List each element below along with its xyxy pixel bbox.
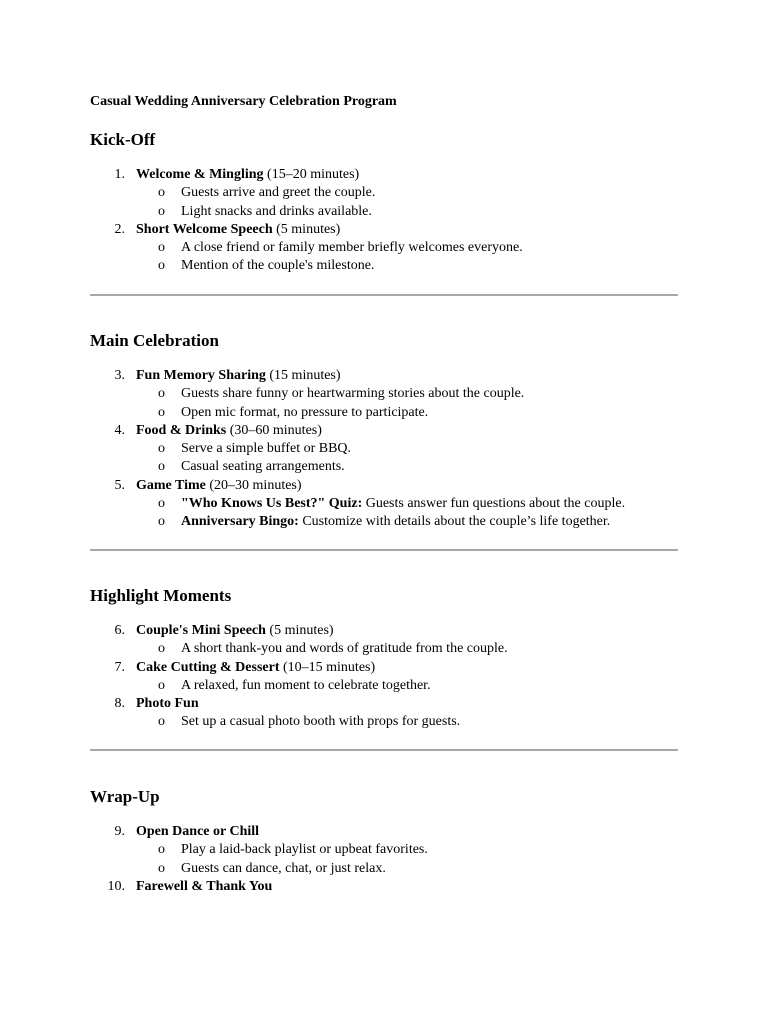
list-item-line [0,221,768,239]
list-item [0,477,768,532]
bullet-icon: o [158,441,165,457]
sub-list-item-text [181,677,431,695]
sub-list-item-text [181,841,428,859]
sub-list-item [0,495,768,513]
sub-list-item [0,239,768,257]
sub-list-item-body: Customize with details about the couple’s life together. [298,514,611,530]
list-item-text [136,367,341,385]
bullet-icon: o [158,459,165,475]
bullet-icon: o [158,203,165,219]
sub-list-item [0,677,768,695]
numbered-list [0,166,768,276]
sub-list-item-text [181,440,351,458]
list-item-number: 9. [114,824,125,839]
sub-list-item-body: A relaxed, fun moment to celebrate together. [181,677,431,693]
list-item-number: 8. [114,696,125,712]
list-item-text [136,659,375,677]
list-item-text [136,622,334,640]
list-item-duration: (5 minutes) [272,221,341,237]
list-item [0,878,768,896]
sub-list-item [0,860,768,878]
list-item-label: Open Dance or Chill [136,824,260,839]
section-divider [90,294,678,296]
sub-list-item [0,404,768,422]
list-item-duration: (5 minutes) [265,623,334,638]
list-item-label: Fun Memory Sharing [136,368,266,383]
sub-list-item [0,203,768,221]
sub-list-item-body: Light snacks and drinks available. [181,203,372,219]
list-item-duration: (30–60 minutes) [226,422,322,438]
bullet-icon: o [158,842,165,858]
list-item-duration: (15 minutes) [265,368,341,383]
sub-list-item [0,513,768,531]
list-item-text [136,695,199,713]
sub-list-item-body: Guests answer fun questions about the couple. [362,496,626,512]
bullet-icon: o [158,240,165,256]
list-item-line [0,422,768,440]
sub-list-item-body: Guests share funny or heartwarming stories about the couple. [181,386,525,402]
list-item-label: Welcome & Mingling [136,167,264,182]
sub-list-item-text [181,458,345,476]
list-item [0,823,768,878]
sub-list-item-text [181,203,372,221]
list-item-text [136,166,359,184]
list-item-text [136,221,340,239]
bullet-icon: o [158,641,165,657]
list-item [0,695,768,732]
sub-list-item-label: Anniversary Bingo: [181,514,299,530]
list-item [0,659,768,696]
list-item-line [0,166,768,184]
list-item-number: 3. [114,368,125,383]
list-item-number: 5. [114,477,125,493]
sub-list-item-text [181,184,375,202]
list-item-label: Farewell & Thank You [136,878,273,894]
sub-list-item [0,713,768,731]
bullet-icon: o [158,860,165,876]
list-item-label: Game Time [136,477,206,493]
sub-list-item [0,841,768,859]
list-item [0,367,768,422]
list-item-number: 2. [114,221,125,237]
sub-list-item-body: A close friend or family member briefly welcomes everyone. [181,240,523,256]
list-item-line [0,659,768,677]
list-item-label: Food & Drinks [136,422,227,438]
sub-list-item-text [181,385,524,403]
bullet-icon: o [158,258,165,274]
sub-list-item [0,640,768,658]
sub-list-item [0,385,768,403]
sub-list-item-text [181,640,508,658]
sub-list-item-body: Play a laid-back playlist or upbeat favorites. [181,842,428,858]
numbered-list [0,367,768,532]
section-divider [90,749,678,751]
list-item-duration: (15–20 minutes) [263,167,360,182]
list-item [0,422,768,477]
sub-list-item [0,184,768,202]
sub-list-item-label: "Who Knows Us Best?" Quiz: [181,496,363,512]
section-heading: Highlight Moments [90,586,232,605]
sub-list-item [0,440,768,458]
sub-list-item-text [181,257,374,275]
list-item-line [0,622,768,640]
list-item-line [0,878,768,896]
sub-list-item [0,458,768,476]
section-heading: Main Celebration [90,331,219,350]
list-item-line [0,477,768,495]
list-item-text [136,823,259,841]
list-item-number: 10. [107,878,125,894]
list-item-line [0,695,768,713]
section-heading: Kick-Off [90,130,156,149]
list-item-duration: (20–30 minutes) [205,477,302,493]
sub-list-item-body: Casual seating arrangements. [181,459,345,475]
sub-list-item-text [181,513,610,531]
numbered-list [0,823,768,896]
sub-list-item-body: Guests can dance, chat, or just relax. [181,860,386,876]
list-item-label: Cake Cutting & Dessert [136,659,280,675]
sub-list-item-text [181,404,428,422]
list-item-number: 6. [114,623,125,638]
list-item-number: 7. [114,659,125,675]
list-item-duration: (10–15 minutes) [279,659,376,675]
list-item-text [136,477,302,495]
document-title: Casual Wedding Anniversary Celebration Program [90,94,397,109]
sub-list-item-text [181,495,625,513]
list-item-label: Short Welcome Speech [136,221,273,237]
list-item-text [136,422,322,440]
sub-list-item-text [181,713,460,731]
sub-list-item-body: Open mic format, no pressure to participate. [181,404,429,420]
list-item-label: Photo Fun [136,696,199,712]
bullet-icon: o [158,714,165,730]
list-item [0,166,768,221]
list-item-number: 1. [114,167,125,182]
list-item [0,622,768,659]
sub-list-item-body: Mention of the couple's milestone. [181,258,375,274]
list-item-number: 4. [114,422,125,438]
sub-list-item-body: A short thank-you and words of gratitude from the couple. [181,641,508,657]
sub-list-item-body: Set up a casual photo booth with props for guests. [181,714,461,730]
bullet-icon: o [158,185,165,201]
list-item-text [136,878,272,896]
bullet-icon: o [158,677,165,693]
section-heading: Wrap-Up [90,787,160,806]
numbered-list [0,622,768,732]
list-item-label: Couple's Mini Speech [136,623,266,638]
list-item-line [0,367,768,385]
sub-list-item-body: Serve a simple buffet or BBQ. [181,441,352,457]
bullet-icon: o [158,496,165,512]
bullet-icon: o [158,514,165,530]
sub-list-item-text [181,239,523,257]
bullet-icon: o [158,404,165,420]
sub-list-item [0,257,768,275]
list-item-line [0,823,768,841]
list-item [0,221,768,276]
bullet-icon: o [158,386,165,402]
sub-list-item-body: Guests arrive and greet the couple. [181,185,376,201]
section-divider [90,549,678,551]
sub-list-item-text [181,860,386,878]
